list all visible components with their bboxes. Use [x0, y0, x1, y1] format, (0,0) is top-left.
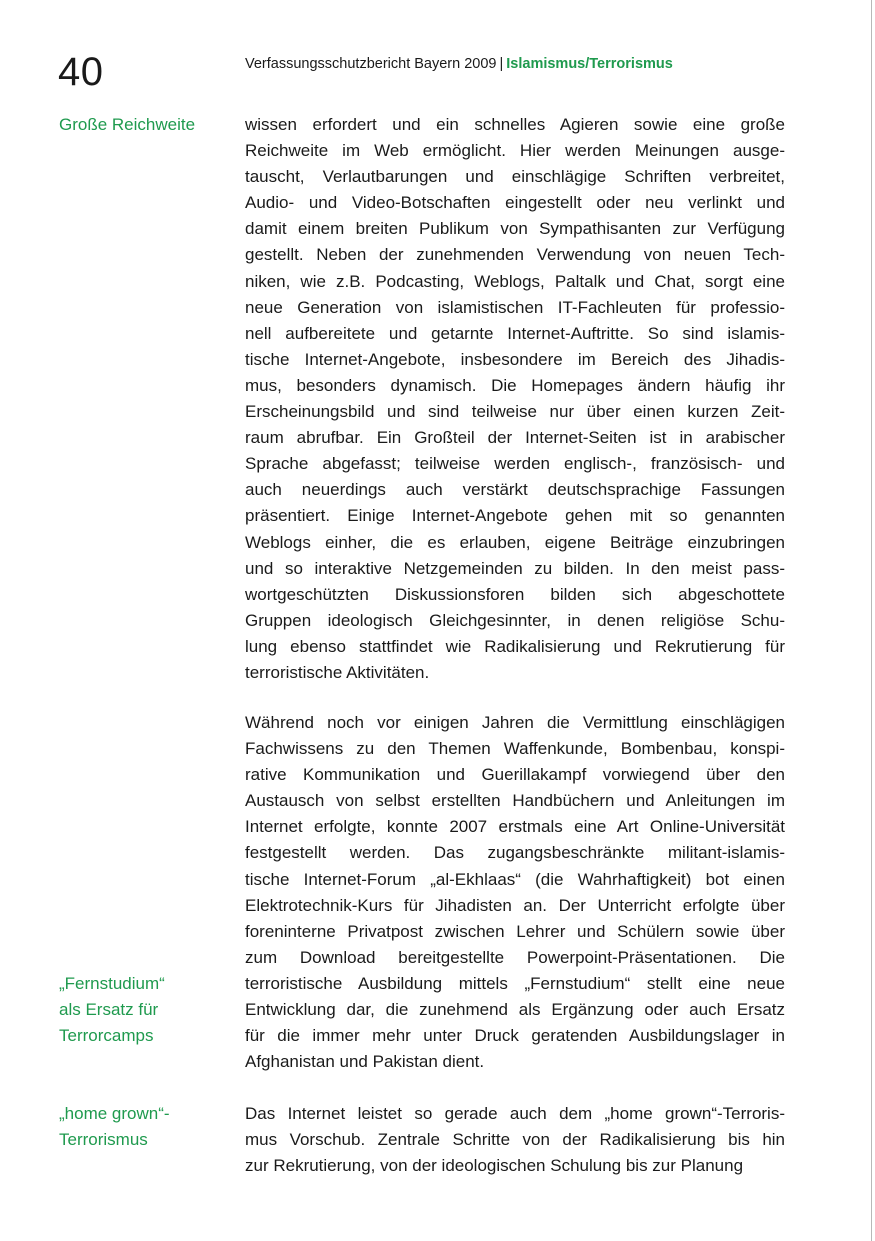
page-number: 40	[58, 50, 104, 94]
text-line: wortgeschützten Diskussionsforen bilden sich abgeschottete	[245, 584, 785, 604]
paragraph-1	[245, 112, 785, 686]
text-line: Elektrotechnik-Kurs für Jihadisten an. Der Unterricht erfolgte über	[245, 895, 785, 915]
text-line: Sprache abgefasst; teilweise werden englisch-, französisch- und	[245, 454, 785, 474]
text-line: tische Internet-Angebote, insbesondere im Bereich des Jihadis-	[245, 349, 785, 369]
text-line: Während noch vor einigen Jahren die Vermittlung einschlägigen	[245, 713, 785, 732]
sidenote-line: Terrorismus	[59, 1130, 148, 1149]
sidenote-home-grown	[59, 1101, 229, 1153]
text-line: auch neuerdings auch verstärkt deutschsprachige Fassungen	[245, 480, 785, 500]
sidenote-grosse-reichweite	[59, 112, 229, 138]
text-line: tauscht, Verlautbarungen und einschlägige Schriften verbreitet,	[245, 167, 785, 187]
paragraph-3	[245, 1101, 785, 1179]
text-line: gestellt. Neben der zunehmenden Verwendung von neuen Tech-	[245, 245, 785, 265]
paragraph-text	[245, 710, 785, 1075]
text-line: festgestellt werden. Das zugangsbeschränkte militant-islamis-	[245, 843, 785, 863]
text-line: Fachwissens zu den Themen Waffenkunde, Bombenbau, konspi-	[245, 739, 785, 759]
header-separator: |	[499, 56, 504, 72]
text-line: neue Generation von islamistischen IT-Fachleuten für professio-	[245, 297, 785, 317]
sidenote-line: „Fernstudium“	[59, 974, 165, 993]
text-line: terroristische Ausbildung mittels „Fernstudium“ stellt eine neue	[245, 973, 785, 993]
paragraph-text	[245, 1101, 785, 1179]
sidenote-line: Terrorcamps	[59, 1026, 154, 1045]
text-line: für die immer mehr unter Druck geratenden Ausbildungslager in	[245, 1026, 785, 1046]
text-line: damit einem breiten Publikum von Sympathisanten zur Verfügung	[245, 219, 785, 239]
text-line: raum abrufbar. Ein Großteil der Internet-Seiten ist in arabischer	[245, 428, 785, 448]
text-line: wissen erfordert und ein schnelles Agieren sowie eine große	[245, 115, 785, 134]
text-line: niken, wie z.B. Podcasting, Weblogs, Paltalk und Chat, sorgt eine	[245, 271, 785, 291]
page-edge-rule	[871, 0, 872, 1241]
text-line: Erscheinungsbild und sind teilweise nur über einen kurzen Zeit-	[245, 402, 785, 422]
text-line: nell aufbereitete und getarnte Internet-Auftritte. So sind islamis-	[245, 323, 785, 343]
sidenote-line: als Ersatz für	[59, 1000, 159, 1019]
text-line: zum Download bereitgestellte Powerpoint-Präsentationen. Die	[245, 947, 785, 967]
text-line: Internet erfolgte, konnte 2007 erstmals eine Art Online-Universität	[245, 817, 785, 837]
text-line: tische Internet-Forum „al-Ekhlaas“ (die Wahrhaftigkeit) bot einen	[245, 869, 785, 889]
sidenote-line: „home grown“-	[59, 1104, 170, 1123]
text-line: Reichweite im Web ermöglicht. Hier werden Meinungen ausge-	[245, 141, 785, 161]
text-line: Entwicklung dar, die zunehmend als Ergänzung oder auch Ersatz	[245, 1000, 785, 1020]
text-line: Audio- und Video-Botschaften eingestellt oder neu verlinkt und	[245, 193, 785, 213]
running-header	[245, 54, 673, 74]
text-line: mus Vorschub. Zentrale Schritte von der Radikalisierung bis hin	[245, 1130, 785, 1150]
text-line: Afghanistan und Pakistan dient.	[245, 1052, 485, 1072]
text-line: Gruppen ideologisch Gleichgesinnter, in denen religiöse Schu-	[245, 610, 785, 630]
text-line: Austausch von selbst erstellten Handbüchern und Anleitungen im	[245, 791, 785, 811]
text-line: zur Rekrutierung, von der ideologischen Schulung bis zur Planung	[245, 1156, 744, 1176]
text-line: und so interaktive Netzgemeinden zu bilden. In den meist pass-	[245, 558, 785, 578]
sidenote-fernstudium	[59, 971, 229, 1049]
text-line: Weblogs einher, die es erlauben, eigene Beiträge einzubringen	[245, 532, 785, 552]
section-title: Islamismus/Terrorismus	[506, 56, 673, 72]
text-line: foreninterne Privatpost zwischen Lehrer und Schülern sowie über	[245, 921, 785, 941]
text-line: mus, besonders dynamisch. Die Homepages ändern häufig ihr	[245, 375, 785, 395]
text-line: terroristische Aktivitäten.	[245, 662, 430, 682]
sidenote-line: Große Reichweite	[59, 115, 196, 134]
paragraph-text	[245, 112, 785, 686]
text-line: rative Kommunikation und Guerillakampf vorwiegend über den	[245, 765, 785, 785]
report-title: Verfassungsschutzbericht Bayern 2009	[245, 56, 497, 72]
text-line: Das Internet leistet so gerade auch dem „home grown“-Terroris-	[245, 1104, 785, 1123]
text-line: präsentiert. Einige Internet-Angebote gehen mit so genannten	[245, 506, 785, 526]
text-line: lung ebenso stattfindet wie Radikalisierung und Rekrutierung für	[245, 636, 785, 656]
paragraph-2	[245, 710, 785, 1075]
